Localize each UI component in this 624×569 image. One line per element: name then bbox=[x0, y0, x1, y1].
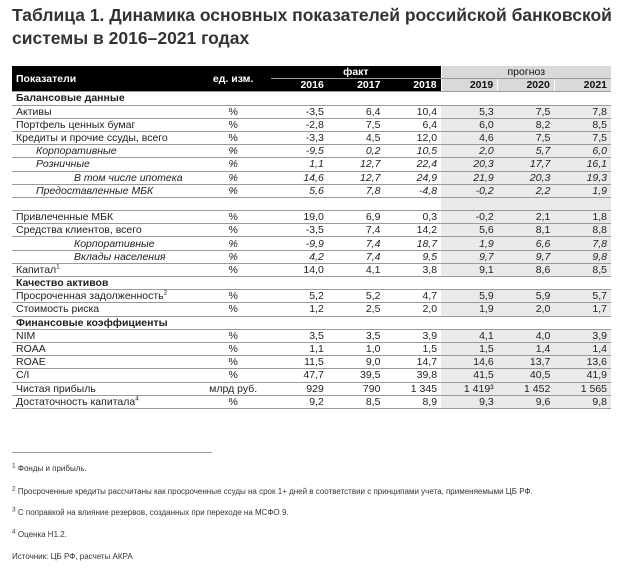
fact-value: 6,4 bbox=[384, 118, 441, 131]
forecast-value: 9,8 bbox=[554, 395, 611, 408]
forecast-value: 1,4 bbox=[498, 342, 555, 355]
row-unit: % bbox=[195, 263, 271, 276]
forecast-value: 2,2 bbox=[498, 184, 555, 197]
footnote-1 bbox=[12, 464, 87, 474]
forecast-value: 41,9 bbox=[554, 369, 611, 382]
section-label: Качество активов bbox=[12, 277, 611, 290]
row-label bbox=[12, 342, 195, 355]
fact-value: 4,5 bbox=[328, 131, 385, 144]
footnote-marker: 1 bbox=[56, 263, 60, 271]
row-label-text: Средства клиентов, всего bbox=[16, 224, 142, 237]
fact-value: 4,1 bbox=[328, 263, 385, 276]
table-title: Таблица 1. Динамика основных показателей российской банковской системы в 2016–2021 годах bbox=[12, 5, 612, 48]
fact-value: -3,5 bbox=[271, 224, 328, 237]
forecast-value: 41,5 bbox=[441, 369, 498, 382]
row-label-text: ROAA bbox=[16, 343, 46, 356]
row-label bbox=[12, 131, 195, 144]
table-row bbox=[12, 105, 611, 118]
forecast-value: 6,0 bbox=[441, 118, 498, 131]
forecast-value: 14,6 bbox=[441, 356, 498, 369]
header-year: 2019 bbox=[441, 79, 498, 92]
row-unit: % bbox=[195, 158, 271, 171]
row-label bbox=[12, 105, 195, 118]
row-unit: % bbox=[195, 171, 271, 184]
row-unit: % bbox=[195, 237, 271, 250]
spacer-cell bbox=[498, 197, 555, 210]
row-label-text: Корпоративные bbox=[36, 145, 117, 158]
row-label bbox=[12, 158, 195, 171]
fact-value: 929 bbox=[271, 382, 328, 395]
fact-value: 14,6 bbox=[271, 171, 328, 184]
fact-value: 7,4 bbox=[328, 237, 385, 250]
fact-value: -4,8 bbox=[384, 184, 441, 197]
forecast-value: 19,3 bbox=[554, 171, 611, 184]
table-row bbox=[12, 263, 611, 276]
fact-value: 9,2 bbox=[271, 395, 328, 408]
fact-value: -9,9 bbox=[271, 237, 328, 250]
spacer-cell bbox=[554, 197, 611, 210]
spacer-row bbox=[12, 197, 611, 210]
fact-value: 0,2 bbox=[328, 145, 385, 158]
row-label bbox=[12, 224, 195, 237]
fact-value: 10,4 bbox=[384, 105, 441, 118]
row-label-text: Привлеченные МБК bbox=[16, 211, 114, 224]
fact-value: 2,0 bbox=[384, 303, 441, 316]
table-row bbox=[12, 237, 611, 250]
spacer-cell bbox=[328, 197, 385, 210]
row-unit: % bbox=[195, 290, 271, 303]
fact-value: -3,5 bbox=[271, 105, 328, 118]
fact-value: -2,8 bbox=[271, 118, 328, 131]
fact-value: 5,2 bbox=[271, 290, 328, 303]
forecast-value: 5,9 bbox=[441, 290, 498, 303]
fact-value: 5,2 bbox=[328, 290, 385, 303]
fact-value: 12,7 bbox=[328, 158, 385, 171]
section-row bbox=[12, 316, 611, 329]
forecast-value: 6,0 bbox=[554, 145, 611, 158]
forecast-value: 1 565 bbox=[554, 382, 611, 395]
forecast-value: 7,5 bbox=[498, 131, 555, 144]
table-row bbox=[12, 250, 611, 263]
header-year: 2020 bbox=[498, 79, 555, 92]
row-unit: % bbox=[195, 211, 271, 224]
forecast-value: 13,6 bbox=[554, 356, 611, 369]
fact-value: 7,5 bbox=[328, 118, 385, 131]
forecast-value: 13,7 bbox=[498, 356, 555, 369]
row-label-text: ROAE bbox=[16, 356, 46, 369]
row-unit: % bbox=[195, 369, 271, 382]
forecast-value: 40,5 bbox=[498, 369, 555, 382]
row-unit: % bbox=[195, 342, 271, 355]
row-label bbox=[12, 211, 195, 224]
footnote-text: Фонды и прибыль. bbox=[17, 464, 87, 473]
forecast-value: 7,5 bbox=[554, 131, 611, 144]
row-label-text: Вклады населения bbox=[74, 250, 166, 263]
source-note: Источник: ЦБ РФ, расчеты АКРА bbox=[12, 552, 133, 561]
forecast-value: 4,1 bbox=[441, 329, 498, 342]
forecast-value: 6,6 bbox=[498, 237, 555, 250]
row-unit: % bbox=[195, 329, 271, 342]
fact-value: 7,4 bbox=[328, 224, 385, 237]
table-body bbox=[12, 92, 611, 409]
forecast-value: 1,7 bbox=[554, 303, 611, 316]
forecast-value: 1,9 bbox=[441, 303, 498, 316]
fact-value: 8,5 bbox=[328, 395, 385, 408]
row-unit: % bbox=[195, 118, 271, 131]
forecast-value: 3,9 bbox=[554, 329, 611, 342]
indicators-table bbox=[12, 66, 611, 409]
footnote-4 bbox=[12, 530, 67, 540]
fact-value: -3,3 bbox=[271, 131, 328, 144]
row-label bbox=[12, 395, 195, 408]
forecast-value: 8,5 bbox=[554, 118, 611, 131]
forecast-value: 8,6 bbox=[498, 263, 555, 276]
forecast-value: 1,9 bbox=[441, 237, 498, 250]
forecast-value: -0,2 bbox=[441, 211, 498, 224]
row-label-text: Капитал bbox=[16, 263, 57, 276]
fact-value: 2,5 bbox=[328, 303, 385, 316]
forecast-value: -0,2 bbox=[441, 184, 498, 197]
row-label-text: Стоимость риска bbox=[16, 303, 100, 316]
footnote-number: 1 bbox=[12, 462, 16, 470]
forecast-value: 5,9 bbox=[498, 290, 555, 303]
forecast-value: 1 419³ bbox=[441, 382, 498, 395]
fact-value: 14,2 bbox=[384, 224, 441, 237]
forecast-value: 9,1 bbox=[441, 263, 498, 276]
fact-value: 1,1 bbox=[271, 342, 328, 355]
fact-value: 4,2 bbox=[271, 250, 328, 263]
fact-value: 1,0 bbox=[328, 342, 385, 355]
forecast-value: 8,2 bbox=[498, 118, 555, 131]
table-row bbox=[12, 395, 611, 408]
forecast-value: 20,3 bbox=[441, 158, 498, 171]
table-row bbox=[12, 211, 611, 224]
row-unit: % bbox=[195, 105, 271, 118]
forecast-value: 2,1 bbox=[498, 211, 555, 224]
fact-value: 3,5 bbox=[271, 329, 328, 342]
fact-value: 24,9 bbox=[384, 171, 441, 184]
row-label-text: Чистая прибыль bbox=[16, 382, 96, 395]
table-row bbox=[12, 184, 611, 197]
forecast-value: 1,9 bbox=[554, 184, 611, 197]
table-row bbox=[12, 224, 611, 237]
row-label-text: Розничные bbox=[36, 158, 90, 171]
fact-value: 12,7 bbox=[328, 171, 385, 184]
row-label bbox=[12, 290, 195, 303]
footnote-text: Просроченные кредиты рассчитаны как просроченные ссуды на срок 1+ дней в соответствии с принципами учета, применяемыми ЦБ РФ. bbox=[17, 487, 533, 496]
table-row bbox=[12, 329, 611, 342]
row-unit: млрд руб. bbox=[195, 382, 271, 395]
forecast-value: 1 452 bbox=[498, 382, 555, 395]
table-row bbox=[12, 303, 611, 316]
section-row bbox=[12, 277, 611, 290]
fact-value: 22,4 bbox=[384, 158, 441, 171]
forecast-value: 9,7 bbox=[498, 250, 555, 263]
fact-value: 39,5 bbox=[328, 369, 385, 382]
fact-value: 39,8 bbox=[384, 369, 441, 382]
table-row bbox=[12, 290, 611, 303]
forecast-value: 2,0 bbox=[441, 145, 498, 158]
spacer-cell bbox=[271, 197, 328, 210]
header-forecast: прогноз bbox=[441, 66, 611, 79]
row-label bbox=[12, 145, 195, 158]
row-label bbox=[12, 303, 195, 316]
fact-value: 5,6 bbox=[271, 184, 328, 197]
fact-value: 9,0 bbox=[328, 356, 385, 369]
forecast-value: 1,8 bbox=[554, 211, 611, 224]
fact-value: 790 bbox=[328, 382, 385, 395]
header-indicator: Показатели bbox=[12, 66, 195, 92]
forecast-value: 9,6 bbox=[498, 395, 555, 408]
row-unit: % bbox=[195, 250, 271, 263]
row-unit: % bbox=[195, 131, 271, 144]
forecast-value: 21,9 bbox=[441, 171, 498, 184]
row-unit: % bbox=[195, 356, 271, 369]
row-label-text: Портфель ценных бумаг bbox=[16, 118, 136, 131]
header-year: 2016 bbox=[271, 79, 328, 92]
table-row bbox=[12, 382, 611, 395]
fact-value: 47,7 bbox=[271, 369, 328, 382]
forecast-value: 4,0 bbox=[498, 329, 555, 342]
fact-value: 7,4 bbox=[328, 250, 385, 263]
footnote-divider bbox=[12, 452, 212, 453]
row-label bbox=[12, 184, 195, 197]
header-year: 2021 bbox=[554, 79, 611, 92]
forecast-value: 9,7 bbox=[441, 250, 498, 263]
header-unit: ед. изм. bbox=[195, 66, 271, 92]
fact-value: 14,7 bbox=[384, 356, 441, 369]
fact-value: 3,5 bbox=[328, 329, 385, 342]
forecast-value: 5,7 bbox=[498, 145, 555, 158]
row-unit: % bbox=[195, 184, 271, 197]
fact-value: 1,2 bbox=[271, 303, 328, 316]
row-label bbox=[12, 250, 195, 263]
fact-value: 6,9 bbox=[328, 211, 385, 224]
forecast-value: 9,3 bbox=[441, 395, 498, 408]
table-row bbox=[12, 158, 611, 171]
forecast-value: 16,1 bbox=[554, 158, 611, 171]
forecast-value: 20,3 bbox=[498, 171, 555, 184]
fact-value: 9,5 bbox=[384, 250, 441, 263]
fact-value: 1 345 bbox=[384, 382, 441, 395]
fact-value: 3,9 bbox=[384, 329, 441, 342]
forecast-value: 7,8 bbox=[554, 105, 611, 118]
row-label-text: NIM bbox=[16, 329, 36, 342]
row-label-text: Активы bbox=[16, 105, 52, 118]
table-row bbox=[12, 356, 611, 369]
header-year: 2017 bbox=[328, 79, 385, 92]
spacer-cell bbox=[384, 197, 441, 210]
row-label bbox=[12, 171, 195, 184]
forecast-value: 5,6 bbox=[441, 224, 498, 237]
row-label-text: Достаточность капитала bbox=[16, 395, 136, 408]
row-label-text: В том числе ипотека bbox=[74, 171, 183, 184]
row-label bbox=[12, 329, 195, 342]
row-label-text: Кредиты и прочие ссуды, всего bbox=[16, 132, 168, 145]
row-label bbox=[12, 382, 195, 395]
fact-value: 14,0 bbox=[271, 263, 328, 276]
row-label bbox=[12, 356, 195, 369]
row-unit: % bbox=[195, 303, 271, 316]
footnote-number: 2 bbox=[12, 485, 16, 493]
row-label bbox=[12, 237, 195, 250]
footnote-number: 3 bbox=[12, 506, 16, 514]
forecast-value: 9,8 bbox=[554, 250, 611, 263]
footnote-text: С поправкой на влияние резервов, созданных при переходе на МСФО 9. bbox=[17, 508, 289, 517]
table-row bbox=[12, 145, 611, 158]
footnote-text: Оценка Н1.2. bbox=[17, 530, 67, 539]
row-label-text: Предоставленные МБК bbox=[36, 184, 154, 197]
fact-value: 0,3 bbox=[384, 211, 441, 224]
row-unit: % bbox=[195, 145, 271, 158]
section-label: Балансовые данные bbox=[12, 92, 611, 105]
fact-value: 19,0 bbox=[271, 211, 328, 224]
row-label bbox=[12, 369, 195, 382]
forecast-value: 1,5 bbox=[441, 342, 498, 355]
table-row bbox=[12, 171, 611, 184]
spacer-cell bbox=[12, 197, 195, 210]
footnote-2 bbox=[12, 487, 533, 497]
forecast-value: 1,4 bbox=[554, 342, 611, 355]
fact-value: 11,5 bbox=[271, 356, 328, 369]
footnote-3 bbox=[12, 508, 289, 518]
forecast-value: 7,5 bbox=[498, 105, 555, 118]
forecast-value: 8,5 bbox=[554, 263, 611, 276]
footnote-number: 4 bbox=[12, 528, 16, 536]
forecast-value: 5,7 bbox=[554, 290, 611, 303]
row-unit: % bbox=[195, 224, 271, 237]
forecast-value: 4,6 bbox=[441, 131, 498, 144]
fact-value: 1,5 bbox=[384, 342, 441, 355]
fact-value: 8,9 bbox=[384, 395, 441, 408]
fact-value: 12,0 bbox=[384, 131, 441, 144]
forecast-value: 2,0 bbox=[498, 303, 555, 316]
fact-value: 4,7 bbox=[384, 290, 441, 303]
footnote-marker: 4 bbox=[135, 395, 139, 403]
spacer-cell bbox=[441, 197, 498, 210]
spacer-cell bbox=[195, 197, 271, 210]
fact-value: 7,8 bbox=[328, 184, 385, 197]
row-label-text: C/I bbox=[16, 369, 30, 382]
fact-value: -9,5 bbox=[271, 145, 328, 158]
table-row bbox=[12, 369, 611, 382]
row-label-text: Корпоративные bbox=[74, 237, 155, 250]
footnote-marker: 2 bbox=[163, 289, 168, 297]
section-label: Финансовые коэффициенты bbox=[12, 316, 611, 329]
fact-value: 1,1 bbox=[271, 158, 328, 171]
row-unit: % bbox=[195, 395, 271, 408]
table-row bbox=[12, 118, 611, 131]
fact-value: 10,5 bbox=[384, 145, 441, 158]
forecast-value: 5,3 bbox=[441, 105, 498, 118]
row-label bbox=[12, 118, 195, 131]
row-label-text: Просроченная задолженность bbox=[16, 290, 164, 303]
forecast-value: 7,8 bbox=[554, 237, 611, 250]
fact-value: 18,7 bbox=[384, 237, 441, 250]
fact-value: 6,4 bbox=[328, 105, 385, 118]
forecast-value: 8,1 bbox=[498, 224, 555, 237]
fact-value: 3,8 bbox=[384, 263, 441, 276]
forecast-value: 17,7 bbox=[498, 158, 555, 171]
row-label bbox=[12, 263, 195, 276]
section-row bbox=[12, 92, 611, 105]
table-row bbox=[12, 342, 611, 355]
forecast-value: 8,8 bbox=[554, 224, 611, 237]
header-year: 2018 bbox=[384, 79, 441, 92]
table-row bbox=[12, 131, 611, 144]
header-fact: факт bbox=[271, 66, 441, 79]
